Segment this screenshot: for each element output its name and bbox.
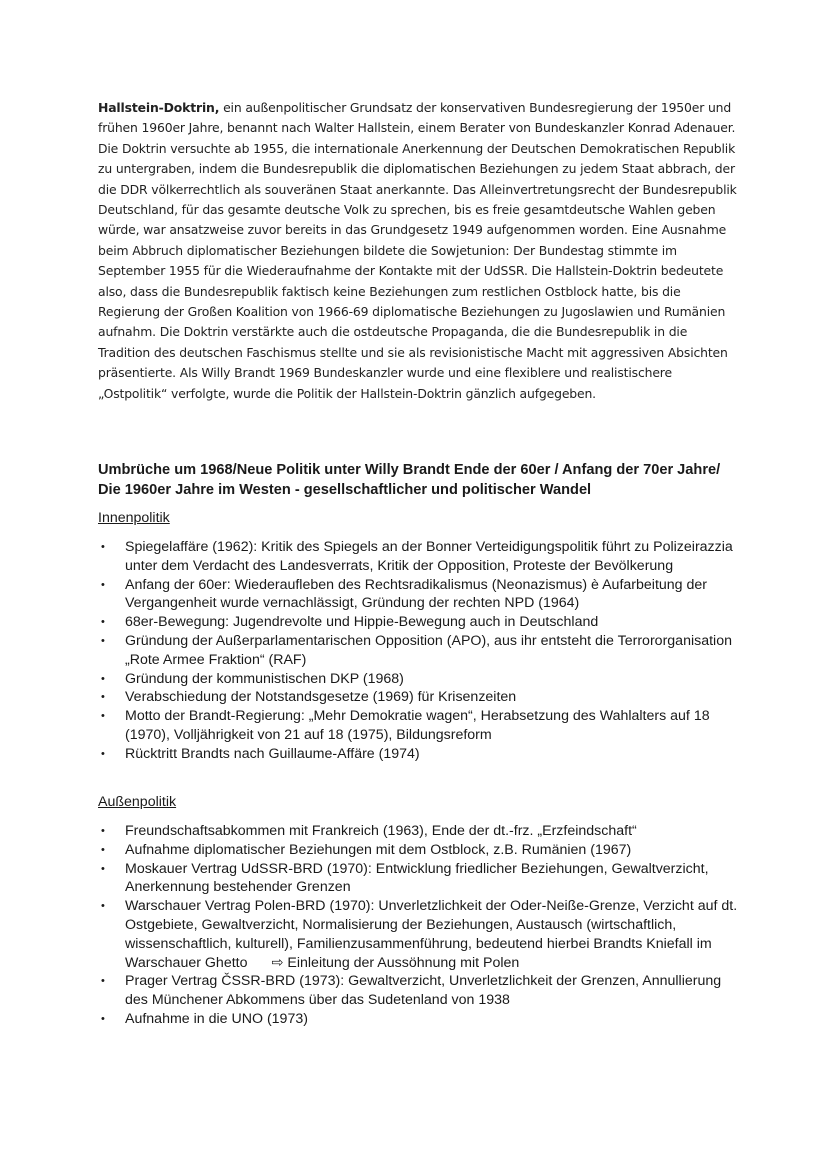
intro-text: ein außenpolitischer Grundsatz der konservativen Bundesregierung der 1950er und frühen 1960er Jahre, benannt nach Walter Hallstein, einem Berater von Bundeskanzler Konrad Adenauer. Die Doktrin versuchte ab 1955, die internationale Anerkennung der Deutschen Demokratischen Republik zu untergraben, indem die Bundesrepublik die diplomatischen Beziehungen zu jedem Staat abbrach, der die DDR völkerrechtlich als souveränen Staat anerkannte. Das Alleinvertretungsrecht der Bundesrepublik Deutschland, für das gesamte deutsche Volk zu sprechen, bis es freie gesamtdeutsche Wahlen geben würde, war ansatzweise zuvor bereits in das Grundgesetz 1949 aufgenommen worden. Eine Ausnahme beim Abbruch diplomatischer Beziehungen bildete die Sowjetunion: Der Bundestag stimmte im September 1955 für die Wiederaufnahme der Kontakte mit der UdSSR. Die Hallstein-Doktrin bedeutete also, dass die Bundesrepublik faktisch keine Beziehungen zum restlichen Ostblock hatte, bis die Regierung der Großen Koalition von 1966-69 diplomatische Beziehungen zu Jugoslawien und Rumänien aufnahm. Die Doktrin verstärkte auch die ostdeutsche Propaganda, die die Bundesrepublik in die Tradition des deutschen Faschismus stellte und sie als revisionistische Macht mit aggressiven Absichten präsentierte. Als Willy Brandt 1969 Bundeskanzler wurde und eine flexiblere und realistischere „Ostpolitik“ verfolgte, wurde die Politik der Hallstein-Doktrin gänzlich aufgegeben. [98,100,737,401]
innenpolitik-heading: Innenpolitik [98,510,170,526]
bullet-icon: • [101,843,105,856]
list-item: • Rücktritt Brandts nach Guillaume-Affäre (1974) [101,745,420,762]
list-item: • Verabschiedung der Notstandsgesetze (1969) für Krisenzeiten [101,689,517,706]
intro-term: Hallstein-Doktrin, [98,100,220,115]
warschau-note: Einleitung der Aussöhnung mit Polen [287,954,520,971]
list-item: • Warschauer Vertrag Polen-BRD (1970): Unverletzlichkeit der Oder-Neiße-Grenze, Verzicht auf dt. Ostgebiete, Gewaltverzicht, Normalisierung der Beziehungen, Austausch (wirtschaftlich, wissenschaftlich, kulturell), Familienzusammenführung, bedeutend hierbei Brandts Kniefall im Warschauer Ghetto ⇨ Einleitung der Aussöhnung mit Polen [101,898,738,971]
bullet-icon: • [101,900,105,913]
bullet-icon: • [101,862,105,875]
bullet-icon: • [101,541,105,553]
aussenpolitik-heading: Außenpolitik [98,794,177,810]
bullet-icon: • [101,975,105,988]
bullet-icon: • [101,691,105,704]
bullet-icon: • [101,578,105,591]
bullet-icon: • [101,1012,105,1025]
list-item: • Freundschaftsabkommen mit Frankreich (1963), Ende der dt.-frz. „Erzfeindschaft“ [101,823,637,839]
arrow-right-icon: ⇨ [271,954,284,971]
list-item: • Anfang der 60er: Wiederaufleben des Rechtsradikalismus (Neonazismus) è Aufarbeitung der Vergangenheit wurde vernachlässigt, Gründung der rechten NPD (1964) [101,576,707,612]
bullet-icon: • [101,710,105,723]
list-item: • Moskauer Vertrag UdSSR-BRD (1970): Entwicklung friedlicher Beziehungen, Gewaltverzicht, Anerkennung bestehender Grenzen [101,860,709,896]
bullet-icon: • [101,634,105,647]
bullet-icon: • [101,825,105,837]
bullet-icon: • [101,616,105,629]
list-item: • 68er-Bewegung: Jugendrevolte und Hippie-Bewegung auch in Deutschland [101,614,599,631]
list-item: • Motto der Brandt-Regierung: „Mehr Demokratie wagen“, Herabsetzung des Wahlalters auf 18 (1970), Volljährigkeit von 21 auf 18 (1975), Bildungsreform [101,708,710,743]
list-item: • Gründung der Außerparlamentarischen Opposition (APO), aus ihr entsteht die Terrororganisation „Rote Armee Fraktion“ (RAF) [101,632,732,668]
intro-paragraph [98,98,738,404]
aussenpolitik-list [98,822,738,1029]
list-item: • Spiegelaffäre (1962): Kritik des Spiegels an der Bonner Verteidigungspolitik führt zu Polizeirazzia unter dem Verdacht des Landesverrats, Kritik der Opposition, Proteste der Bevölkerung [101,539,733,574]
list-item: • Aufnahme in die UNO (1973) [101,1010,308,1027]
section-heading: Umbrüche um 1968/Neue Politik unter Willy Brandt Ende der 60er / Anfang der 70er Jahre/ Die 1960er Jahre im Westen - gesellschaftlicher und politischer Wandel [98,462,721,498]
bullet-icon: • [101,747,105,760]
innenpolitik-list [98,538,738,764]
bullet-icon: • [101,672,105,685]
list-item: • Aufnahme diplomatischer Beziehungen mit dem Ostblock, z.B. Rumänien (1967) [101,841,632,858]
list-item: • Gründung der kommunistischen DKP (1968) [101,670,404,687]
list-item: • Prager Vertrag ČSSR-BRD (1973): Gewaltverzicht, Unverletzlichkeit der Grenzen, Annullierung des Münchener Abkommens über das Sudetenland von 1938 [101,973,722,1009]
